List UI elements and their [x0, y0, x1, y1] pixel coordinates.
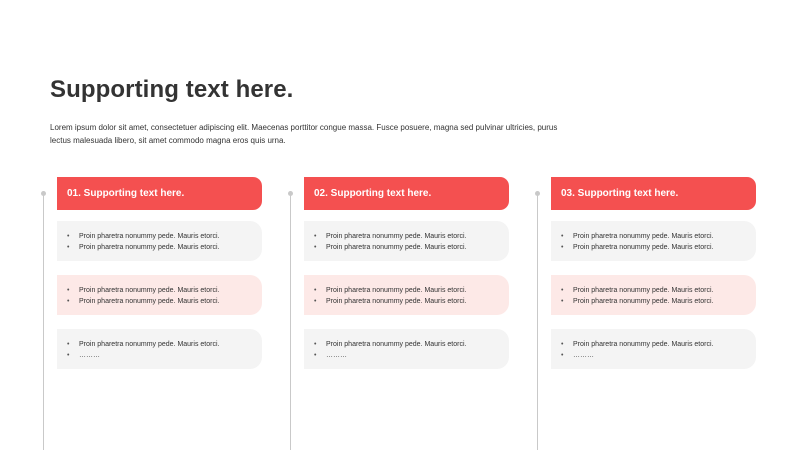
content-box-highlight	[57, 275, 262, 315]
bullet-item: • Proin pharetra nonummy pede. Mauris etorci.	[67, 231, 262, 242]
bullet-item: • Proin pharetra nonummy pede. Mauris etorci.	[67, 242, 262, 253]
timeline-dot	[41, 191, 46, 196]
bullet-list	[57, 329, 262, 361]
content-box-highlight	[551, 275, 756, 315]
content-box	[304, 221, 509, 261]
bullet-item: • Proin pharetra nonummy pede. Mauris etorci.	[314, 296, 509, 307]
column-header: 03. Supporting text here.	[551, 177, 756, 210]
bullet-item: • Proin pharetra nonummy pede. Mauris etorci.	[314, 285, 509, 296]
bullet-list	[304, 329, 509, 361]
bullet-list	[551, 329, 756, 361]
timeline-dot	[288, 191, 293, 196]
description-text: Lorem ipsum dolor sit amet, consectetuer adipiscing elit. Maecenas porttitor congue massa. Fusce posuere, magna sed pulvinar ultricies, purus lectus malesuada libero, sit amet commodo magna eros quis urna.	[50, 123, 558, 145]
column-header: 01. Supporting text here.	[57, 177, 262, 210]
column-2	[290, 177, 505, 450]
bullet-list	[551, 275, 756, 307]
content-box	[57, 329, 262, 369]
content-box	[57, 221, 262, 261]
timeline-line	[290, 193, 291, 450]
bullet-list	[551, 221, 756, 253]
column-1	[43, 177, 258, 450]
bullet-item: • Proin pharetra nonummy pede. Mauris etorci.	[314, 242, 509, 253]
bullet-item: • Proin pharetra nonummy pede. Mauris etorci.	[314, 231, 509, 242]
timeline-line	[43, 193, 44, 450]
content-box-highlight	[304, 275, 509, 315]
bullet-list	[304, 275, 509, 307]
bullet-item: • Proin pharetra nonummy pede. Mauris etorci.	[561, 296, 756, 307]
content-box	[304, 329, 509, 369]
bullet-item: • ………	[314, 350, 509, 361]
bullet-item: • Proin pharetra nonummy pede. Mauris etorci.	[561, 242, 756, 253]
bullet-item: • Proin pharetra nonummy pede. Mauris etorci.	[561, 339, 756, 350]
bullet-item: • Proin pharetra nonummy pede. Mauris etorci.	[561, 231, 756, 242]
column-header: 02. Supporting text here.	[304, 177, 509, 210]
bullet-item: • ………	[561, 350, 756, 361]
timeline-line	[537, 193, 538, 450]
content-box	[551, 221, 756, 261]
content-box	[551, 329, 756, 369]
bullet-list	[304, 221, 509, 253]
bullet-item: • Proin pharetra nonummy pede. Mauris etorci.	[314, 339, 509, 350]
column-3	[537, 177, 752, 450]
bullet-list	[57, 221, 262, 253]
page-title: Supporting text here.	[50, 76, 294, 103]
bullet-item: • Proin pharetra nonummy pede. Mauris etorci.	[67, 339, 262, 350]
bullet-item: • Proin pharetra nonummy pede. Mauris etorci.	[67, 296, 262, 307]
bullet-list	[57, 275, 262, 307]
bullet-item: • Proin pharetra nonummy pede. Mauris etorci.	[67, 285, 262, 296]
bullet-item: • Proin pharetra nonummy pede. Mauris etorci.	[561, 285, 756, 296]
bullet-item: • ………	[67, 350, 262, 361]
timeline-dot	[535, 191, 540, 196]
